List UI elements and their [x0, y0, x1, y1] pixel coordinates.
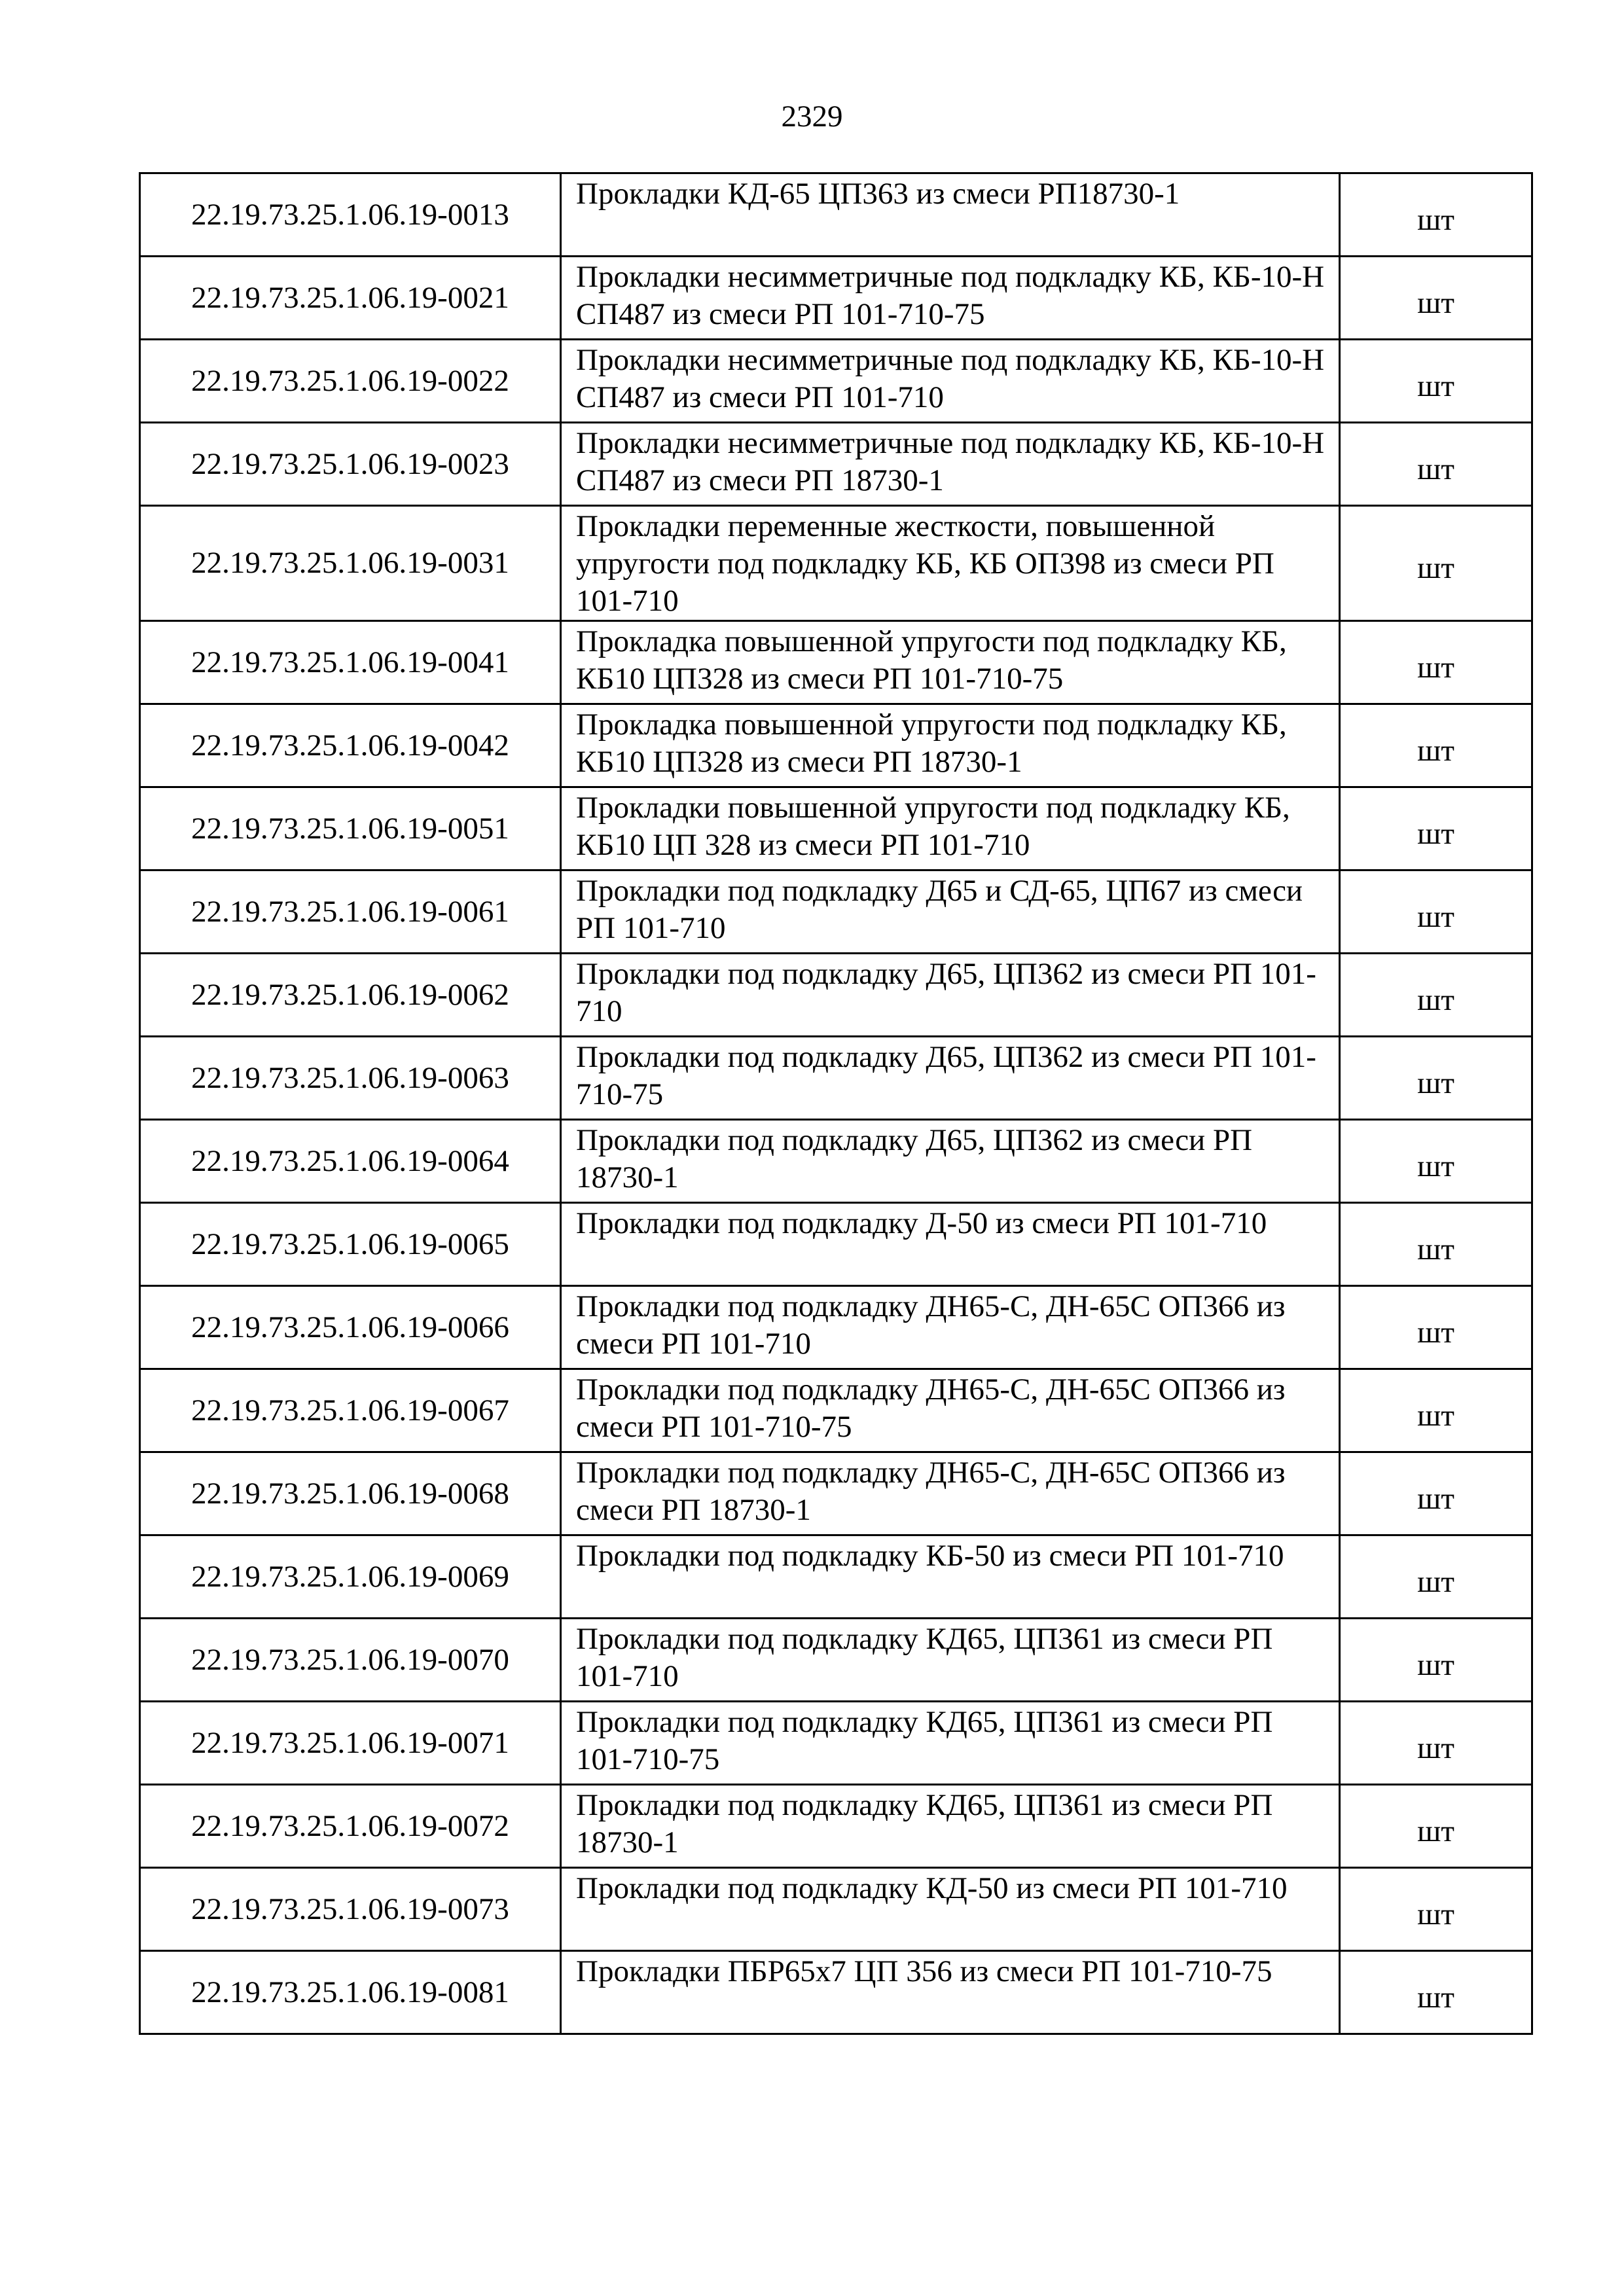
table-row — [140, 954, 1532, 1037]
table-row — [140, 1702, 1532, 1785]
resource-code: 22.19.73.25.1.06.19-0022 — [140, 340, 561, 423]
table-row — [140, 704, 1532, 787]
resource-code: 22.19.73.25.1.06.19-0064 — [140, 1120, 561, 1203]
resource-code: 22.19.73.25.1.06.19-0061 — [140, 870, 561, 954]
resource-code: 22.19.73.25.1.06.19-0051 — [140, 787, 561, 870]
table-row — [140, 1037, 1532, 1120]
unit-of-measure: шт — [1340, 954, 1532, 1037]
table-row — [140, 1619, 1532, 1702]
resource-code: 22.19.73.25.1.06.19-0072 — [140, 1785, 561, 1868]
table-row — [140, 787, 1532, 870]
resource-name: Прокладки под подкладку КД65, ЦП361 из смеси РП 18730-1 — [561, 1785, 1340, 1868]
unit-of-measure: шт — [1340, 1619, 1532, 1702]
unit-of-measure: шт — [1340, 257, 1532, 340]
resource-code: 22.19.73.25.1.06.19-0065 — [140, 1203, 561, 1286]
table-row — [140, 1868, 1532, 1951]
unit-of-measure: шт — [1340, 621, 1532, 704]
resource-code: 22.19.73.25.1.06.19-0063 — [140, 1037, 561, 1120]
table-row — [140, 1120, 1532, 1203]
unit-of-measure: шт — [1340, 787, 1532, 870]
unit-of-measure: шт — [1340, 1120, 1532, 1203]
table-row — [140, 1452, 1532, 1535]
unit-of-measure: шт — [1340, 1868, 1532, 1951]
resource-name: Прокладки под подкладку Д-50 из смеси РП 101-710 — [561, 1203, 1340, 1286]
resource-code: 22.19.73.25.1.06.19-0041 — [140, 621, 561, 704]
resource-code: 22.19.73.25.1.06.19-0081 — [140, 1951, 561, 2034]
unit-of-measure: шт — [1340, 1203, 1532, 1286]
resource-code: 22.19.73.25.1.06.19-0062 — [140, 954, 561, 1037]
resource-name: Прокладки под подкладку Д65 и СД-65, ЦП67 из смеси РП 101-710 — [561, 870, 1340, 954]
resource-code: 22.19.73.25.1.06.19-0021 — [140, 257, 561, 340]
resource-catalog-table — [139, 172, 1533, 2035]
resource-code: 22.19.73.25.1.06.19-0068 — [140, 1452, 561, 1535]
resource-code: 22.19.73.25.1.06.19-0042 — [140, 704, 561, 787]
resource-name: Прокладки несимметричные под подкладку КБ, КБ-10-Н СП487 из смеси РП 18730-1 — [561, 423, 1340, 506]
resource-name: Прокладки повышенной упругости под подкладку КБ, КБ10 ЦП 328 из смеси РП 101-710 — [561, 787, 1340, 870]
resource-name: Прокладки под подкладку Д65, ЦП362 из смеси РП 101-710-75 — [561, 1037, 1340, 1120]
table-row — [140, 1535, 1532, 1619]
unit-of-measure: шт — [1340, 1369, 1532, 1452]
table-row — [140, 1286, 1532, 1369]
resource-name: Прокладки несимметричные под подкладку КБ, КБ-10-Н СП487 из смеси РП 101-710 — [561, 340, 1340, 423]
unit-of-measure: шт — [1340, 340, 1532, 423]
resource-name: Прокладки под подкладку КБ-50 из смеси РП 101-710 — [561, 1535, 1340, 1619]
unit-of-measure: шт — [1340, 423, 1532, 506]
unit-of-measure: шт — [1340, 1785, 1532, 1868]
table-row — [140, 1951, 1532, 2034]
table-row — [140, 1369, 1532, 1452]
table-row — [140, 1785, 1532, 1868]
resource-code: 22.19.73.25.1.06.19-0071 — [140, 1702, 561, 1785]
table-row — [140, 870, 1532, 954]
unit-of-measure: шт — [1340, 1452, 1532, 1535]
resource-code: 22.19.73.25.1.06.19-0070 — [140, 1619, 561, 1702]
unit-of-measure: шт — [1340, 1286, 1532, 1369]
table-row — [140, 423, 1532, 506]
resource-code: 22.19.73.25.1.06.19-0069 — [140, 1535, 561, 1619]
resource-name: Прокладки КД-65 ЦП363 из смеси РП18730-1 — [561, 173, 1340, 257]
unit-of-measure: шт — [1340, 1702, 1532, 1785]
resource-code: 22.19.73.25.1.06.19-0067 — [140, 1369, 561, 1452]
table-row — [140, 1203, 1532, 1286]
unit-of-measure: шт — [1340, 173, 1532, 257]
table-row — [140, 506, 1532, 621]
resource-name: Прокладки под подкладку КД-50 из смеси РП 101-710 — [561, 1868, 1340, 1951]
resource-name: Прокладки под подкладку Д65, ЦП362 из смеси РП 101-710 — [561, 954, 1340, 1037]
page-number: 2329 — [781, 99, 843, 134]
resource-name: Прокладки под подкладку КД65, ЦП361 из смеси РП 101-710 — [561, 1619, 1340, 1702]
unit-of-measure: шт — [1340, 1535, 1532, 1619]
resource-name: Прокладки переменные жесткости, повышенной упругости под подкладку КБ, КБ ОП398 из смеси РП 101-710 — [561, 506, 1340, 621]
resource-code: 22.19.73.25.1.06.19-0023 — [140, 423, 561, 506]
resource-name: Прокладки под подкладку ДН65-С, ДН-65С ОП366 из смеси РП 101-710-75 — [561, 1369, 1340, 1452]
resource-code: 22.19.73.25.1.06.19-0013 — [140, 173, 561, 257]
resource-name: Прокладки под подкладку КД65, ЦП361 из смеси РП 101-710-75 — [561, 1702, 1340, 1785]
resource-name: Прокладки под подкладку ДН65-С, ДН-65С ОП366 из смеси РП 101-710 — [561, 1286, 1340, 1369]
unit-of-measure: шт — [1340, 506, 1532, 621]
resource-name: Прокладки под подкладку ДН65-С, ДН-65С ОП366 из смеси РП 18730-1 — [561, 1452, 1340, 1535]
resource-name: Прокладка повышенной упругости под подкладку КБ, КБ10 ЦП328 из смеси РП 18730-1 — [561, 704, 1340, 787]
table-row — [140, 257, 1532, 340]
unit-of-measure: шт — [1340, 870, 1532, 954]
table-row — [140, 340, 1532, 423]
unit-of-measure: шт — [1340, 1037, 1532, 1120]
resource-name: Прокладки несимметричные под подкладку КБ, КБ-10-Н СП487 из смеси РП 101-710-75 — [561, 257, 1340, 340]
unit-of-measure: шт — [1340, 704, 1532, 787]
table-row — [140, 173, 1532, 257]
unit-of-measure: шт — [1340, 1951, 1532, 2034]
resource-code: 22.19.73.25.1.06.19-0066 — [140, 1286, 561, 1369]
resource-code: 22.19.73.25.1.06.19-0031 — [140, 506, 561, 621]
resource-name: Прокладка повышенной упругости под подкладку КБ, КБ10 ЦП328 из смеси РП 101-710-75 — [561, 621, 1340, 704]
table-row — [140, 621, 1532, 704]
resource-code: 22.19.73.25.1.06.19-0073 — [140, 1868, 561, 1951]
resource-name: Прокладки под подкладку Д65, ЦП362 из смеси РП 18730-1 — [561, 1120, 1340, 1203]
resource-name: Прокладки ПБР65х7 ЦП 356 из смеси РП 101-710-75 — [561, 1951, 1340, 2034]
